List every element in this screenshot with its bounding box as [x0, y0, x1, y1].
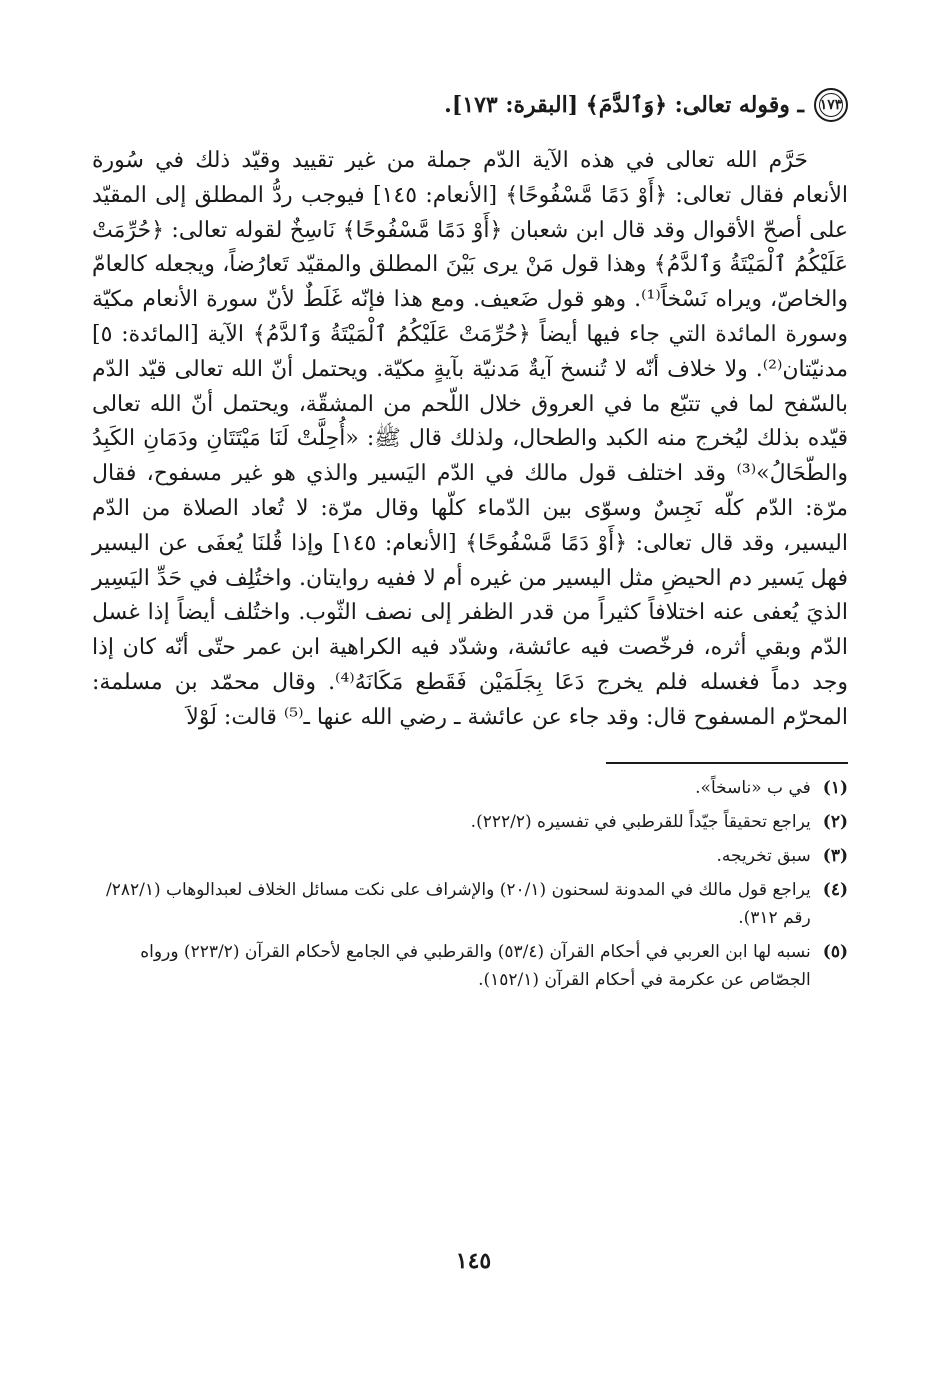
- footnote-text: نسبه لها ابن العربي في أحكام القرآن (٥٣/٤) والقرطبي في الجامع لأحكام القرآن (٢٢٣/٢) ورواه الجصّاص عن عكرمة في أحكام القرآن (١٥٢/١).: [140, 941, 811, 990]
- footnote-text: في ب «ناسخاً».: [695, 777, 811, 798]
- footnote-number: (٤): [822, 879, 848, 900]
- footnote-text: يراجع قول مالك في المدونة لسحنون (٢٠/١) والإشراف على نكت مسائل الخلاف لعبدالوهاب (٢٨٢/١/ رقم ٣١٢).: [105, 879, 811, 928]
- footnote-number: (٥): [822, 941, 848, 962]
- body-paragraph: حَرَّم الله تعالى في هذه الآية الدّم جملة من غير تقييد وقيّد ذلك في سُورة الأنعام فقال تعالى: ﴿أَوْ دَمًا مَّسْفُوحًا﴾ [الأنعام: ١٤٥] فيوجب ردُّ المطلق إلى المقيّد على أصحّ الأقوال وقد قال ابن شعبان ﴿أَوْ دَمًا مَّسْفُوحًا﴾ نَاسِخٌ لقوله تعالى: ﴿حُرِّمَتْ عَلَيْكُمُ ٱلْمَيْتَةُ وَٱلدَّمُ﴾ وهذا قول مَنْ يرى بَيْنَ المطلق والمقيّد تَعارُضاً، ويجعله كالعامّ والخاصّ، ويراه نَسْخاً⁽¹⁾. وهو قول ضَعيف. ومع هذا فإنّه غَلَطٌ لأنّ سورة الأنعام مكيّة وسورة المائدة التي جاء فيها أيضاً ﴿حُرِّمَتْ عَلَيْكُمُ ٱلْمَيْتَةُ وَٱلدَّمُ﴾ الآية [المائدة: ٥] مدنيّتان⁽²⁾. ولا خلاف أنّه لا تُنسخ آيةٌ مَدنيّة بآيةٍ مكيّة. ويحتمل أنّ الله تعالى قيّد الدّم بالسّفح لما في تتبّع ما في العروق خلال اللّحم من المشقّة، ويحتمل أنّ الله تعالى قيّده بذلك ليُخرج منه الكبد والطحال، ولذلك قال ﷺ: «أُحِلَّتْ لَنَا مَيْتَتَانِ ودَمَانِ الكَبِدُ والطّحَالُ»⁽³⁾ وقد اختلف قول مالك في الدّم اليَسير والذي هو غير مسفوح، فقال مرّة: الدّم كلّه نَجِسٌ وسوّى بين الدّماء كلّها وقال مرّة: لا تُعاد الصلاة من الدّم اليسير، وقد قال تعالى: ﴿أَوْ دَمًا مَّسْفُوحًا﴾ [الأنعام: ١٤٥] وإذا قُلنَا يُعفَى عن اليسير فهل يَسير دم الحيضِ مثل اليسير من غيره أم لا ففيه روايتان. واختُلِف في حَدِّ اليَسِير الذيَ يُعفى عنه اختلافاً كثيراً من قدر الظفر إلى نصف الثّوب. واختُلف أيضاً إذا غسل الدّم وبقي أثره، فرخّصت فيه عائشة، وشدّد فيه الكراهية ابن عمر حتّى أنّه كان إذا وجد دماً فغسله فلم يخرج دَعَا بِجَلَمَيْن فَقَطع مَكَانَهُ⁽⁴⁾. وقال محمّد بن مسلمة: المحرّم المسفوح قال: وقد جاء عن عائشة ـ رضي الله عنها ـ⁽⁵⁾ قالت: لَوْلاَ: [92, 148, 849, 730]
- page-content: [92, 82, 848, 1000]
- footnote-text: يراجع تحقيقاً جيّداً للقرطبي في تفسيره (٢٢٢/٢).: [470, 811, 811, 832]
- footnote-5: [92, 938, 848, 994]
- verse-number-badge: ١٧٣: [814, 88, 848, 122]
- footnotes: [92, 774, 848, 994]
- footnote-4: [92, 876, 848, 932]
- footnote-number: (٢): [822, 811, 848, 832]
- footnote-number: (١): [822, 777, 848, 798]
- body-text: [92, 144, 848, 736]
- page-number: ١٤٥: [455, 1248, 492, 1274]
- footnote-number: (٣): [822, 845, 848, 866]
- footnote-2: [92, 808, 848, 836]
- footnote-3: [92, 842, 848, 870]
- verse-heading: [92, 82, 848, 128]
- footnote-text: سبق تخريجه.: [716, 845, 811, 866]
- footnote-divider: [606, 762, 848, 764]
- verse-heading-text: ـ وقوله تعالى: ﴿وَٱلدَّمَ﴾ [البقرة: ١٧٣].: [444, 92, 804, 118]
- footnote-1: [92, 774, 848, 802]
